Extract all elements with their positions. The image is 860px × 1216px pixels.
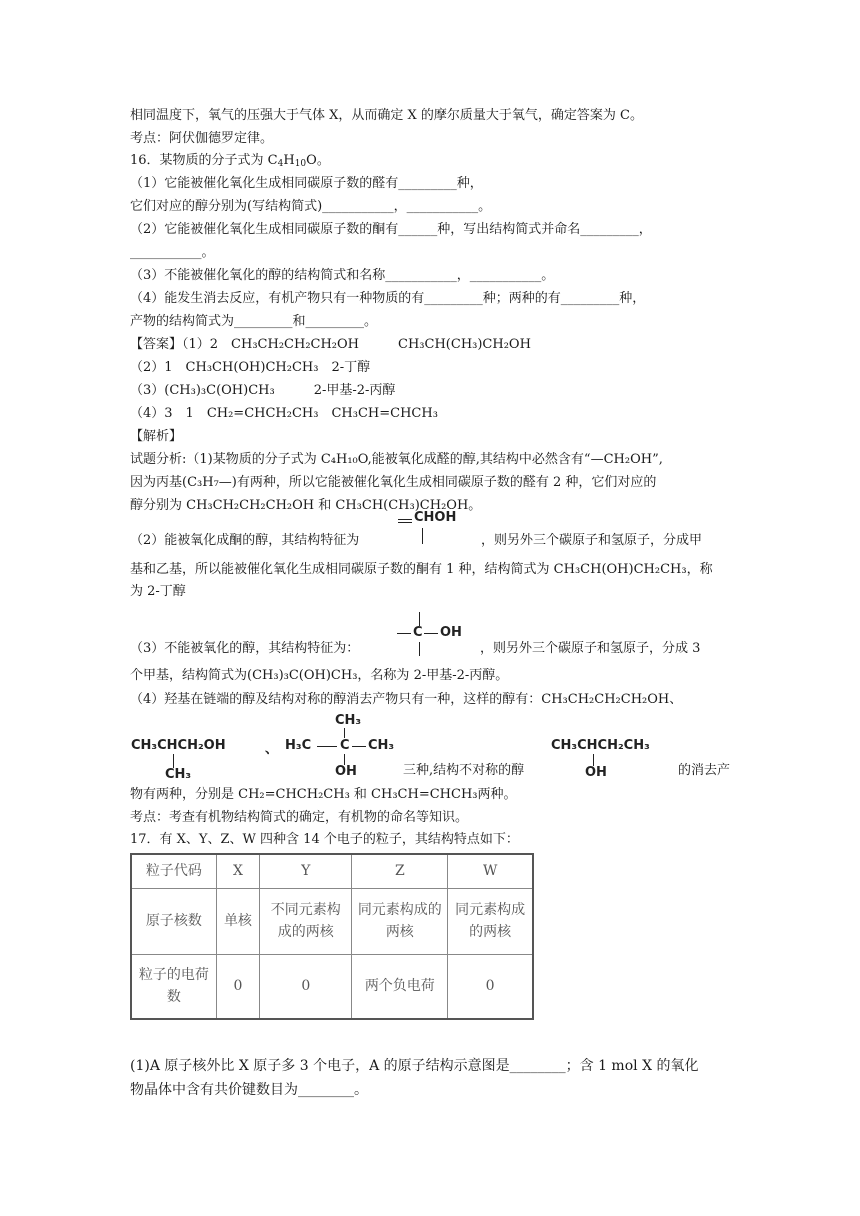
- answer-line: （2）1 CH₃CH(OH)CH₂CH₃ 2-丁醇: [130, 360, 371, 375]
- table-header-cell: 粒子代码: [131, 854, 216, 888]
- table-cell: 同元素构成的两核: [352, 888, 448, 954]
- separator: 、: [265, 742, 279, 757]
- analysis-line: （3）不能被氧化的醇，其结构特征为：: [130, 641, 360, 656]
- analysis-line: 为 2-丁醇: [130, 584, 186, 599]
- table-cell: 0: [216, 954, 260, 1019]
- analysis-line: 醇分别为 CH₃CH₂CH₂CH₂OH 和 CH₃CH(CH₃)CH₂OH。: [130, 498, 482, 513]
- text-line: 产物的结构简式为_________和_________。: [130, 314, 378, 329]
- analysis-line: 的消去产: [678, 763, 731, 778]
- text-line: ___________。: [130, 245, 215, 260]
- analysis-line: 因为丙基(C₃H₇—)有两种，所以它能被催化氧化生成相同碳原子数的醛有 2 种，它们对应的: [130, 475, 657, 490]
- analysis-line: （4）羟基在链端的醇及结构对称的醇消去产物只有一种，这样的醇有：CH₃CH₂CH₂CH₂OH、: [130, 692, 683, 707]
- table-header-cell: Z: [352, 854, 448, 888]
- table-header-cell: Y: [260, 854, 352, 888]
- table-row: [131, 888, 533, 954]
- analysis-line: ，则另外三个碳原子和氢原子，分成 3: [480, 641, 701, 656]
- text-line: （1）它能被催化氧化生成相同碳原子数的醛有_________种，: [130, 176, 483, 191]
- text-line: （4）能发生消去反应，有机产物只有一种物质的有_________种；两种的有_________种，: [130, 291, 646, 306]
- answer-line: （3）(CH₃)₃C(OH)CH₃ 2-甲基-2-丙醇: [130, 383, 396, 398]
- table-cell: 原子核数: [131, 888, 216, 954]
- text-line: （3）不能被催化氧化的醇的结构简式和名称___________，___________。: [130, 268, 555, 283]
- question-17-title: 17．有 X、Y、Z、W 四种含 14 个电子的粒子，其结构特点如下：: [130, 832, 519, 847]
- table-cell: 0: [260, 954, 352, 1019]
- analysis-line: 基和乙基，所以能被催化氧化生成相同碳原子数的酮有 1 种，结构简式为 CH₃CH(OH)CH₂CH₃，称: [130, 562, 713, 577]
- table-cell: 单核: [216, 888, 260, 954]
- table-header-cell: X: [216, 854, 260, 888]
- table-header-cell: W: [448, 854, 533, 888]
- analysis-line: 物有两种，分别是 CH₂=CHCH₂CH₃ 和 CH₃CH=CHCH₃两种。: [130, 787, 517, 802]
- table-header-row: [131, 854, 533, 888]
- analysis-line: 三种,结构不对称的醇: [403, 763, 525, 778]
- text-line: 相同温度下，氧气的压强大于气体 X，从而确定 X 的摩尔质量大于氧气，确定答案为 C。: [130, 108, 643, 123]
- text-line: （2）它能被催化氧化生成相同碳原子数的酮有______种，写出结构简式并命名_________，: [130, 222, 652, 237]
- table-cell: 两个负电荷: [352, 954, 448, 1019]
- analysis-line: 个甲基，结构简式为(CH₃)₃C(OH)CH₃，名称为 2-甲基-2-丙醇。: [130, 668, 509, 683]
- table-cell: 0: [448, 954, 533, 1019]
- analysis-heading: 【解析】: [130, 429, 183, 444]
- text-line: 考点：阿伏伽德罗定律。: [130, 131, 274, 146]
- answer-line: 【答案】（1）2 CH₃CH₂CH₂CH₂OH CH₃CH(CH₃)CH₂OH: [130, 337, 531, 352]
- document-page: 相同温度下，氧气的压强大于气体 X，从而确定 X 的摩尔质量大于氧气，确定答案为 C。 考点：阿伏伽德罗定律。 16．某物质的分子式为 $C_4H_{10}O$。 （1）它能被催化氧化生成相同碳原子数的醛有_________种， 它们对应的醇分别为(写结构简式)___________，___________。 （2）它能被催化氧化生成相同碳原子数的酮有______种，写出结构简式并命名_________， ___________。 （3）不能被催化氧化的醇的结构简式和名称___________，___________。 （4）能发生消去反应，有机产物只有一种物质的有_________种；两种的有_________种， 产物的结构简式为_________和_________。 【答案】（1）2 CH₃CH₂CH₂CH₂OH CH₃CH(CH₃)CH₂OH （2）1 CH₃CH(OH)CH₂CH₃ 2-丁醇 （3）(CH₃)₃C(OH)CH₃ 2-甲基-2-丙醇 （4）3 1 CH₂=CHCH₂CH₃ CH₃CH=CHCH₃ 【解析】 试题分析:（1)某物质的分子式为 C₄H₁₀O,能被氧化成醛的醇,其结构中必然含有“—CH₂OH”, 因为丙基(C₃H₇—)有两种，所以它能被催化氧化生成相同碳原子数的醛有 2 种，它们对应的 醇分别为 CH₃CH₂CH₂CH₂OH 和 CH₃CH(CH₃)CH₂OH。 （2）能被氧化成酮的醇，其结构特征为 CHOH ，则另外三个碳原子和氢原子，分成甲 基和乙基，所以能被催化氧化生成相同碳原子数的酮有 1 种，结构简式为 CH₃CH(OH)CH₂CH₃，称 为 2-丁醇 （3）不能被氧化的醇，其结构特征为： C OH ，则另外三个碳原子和氢原子，分成 3 个甲基，结构简式为(CH₃)₃C(OH)CH₃，名称为 2-甲基-2-丙醇。 （4）羟基在链端的醇及结构对称的醇消去产物只有一种，这样的醇有：CH₃CH₂CH₂CH₂OH、 CH₃CHCH₂OH CH₃ 、 H₃C CH₃ C CH₃ OH 三种,结构不对称的醇 CH₃CHCH₂CH₃ OH 的消去产 物有两种，分别是 CH₂=CHCH₂CH₃ 和 CH₃CH=CHCH₃两种。 考点：考查有机物结构简式的确定，有机物的命名等知识。 17．有 X、Y、Z、W 四种含 14 个电子的粒子，其结构特点如下： 粒子代码 X Y Z W 原子核数 单核 不同元素构成的两核 同元素构成的两核 同元素构成的两核 粒子的电荷数 0 0 两个负电荷 0 (1)A 原子核外比 X 原子多 3 个电子，A 的原子结构示意图是________；含 1 mol X 的氧化 物晶体中含有共价键数目为________。: [130, 108, 731, 1098]
- table-cell: 粒子的电荷数: [131, 954, 216, 1019]
- table-cell: 同元素构成的两核: [448, 888, 533, 954]
- table-cell: 不同元素构成的两核: [260, 888, 352, 954]
- analysis-line: ，则另外三个碳原子和氢原子，分成甲: [481, 533, 703, 548]
- answer-line: （4）3 1 CH₂=CHCH₂CH₃ CH₃CH=CHCH₃: [130, 406, 438, 421]
- text-line: (1)A 原子核外比 X 原子多 3 个电子，A 的原子结构示意图是________；含 1 mol X 的氧化: [130, 1058, 699, 1074]
- analysis-line: 试题分析:（1)某物质的分子式为 C₄H₁₀O,能被氧化成醛的醇,其结构中必然含有“—CH₂OH”,: [130, 452, 663, 467]
- question-16-title: 16．某物质的分子式为 $C_4H_{10}O$。: [130, 153, 330, 169]
- text-line: 它们对应的醇分别为(写结构简式)___________，___________。: [130, 199, 492, 214]
- analysis-line: （2）能被氧化成酮的醇，其结构特征为: [130, 533, 360, 548]
- particle-table: [130, 853, 534, 1020]
- table-row: [131, 954, 533, 1019]
- analysis-line: 考点：考查有机物结构简式的确定，有机物的命名等知识。: [130, 810, 469, 825]
- text-line: 物晶体中含有共价键数目为________。: [130, 1082, 368, 1098]
